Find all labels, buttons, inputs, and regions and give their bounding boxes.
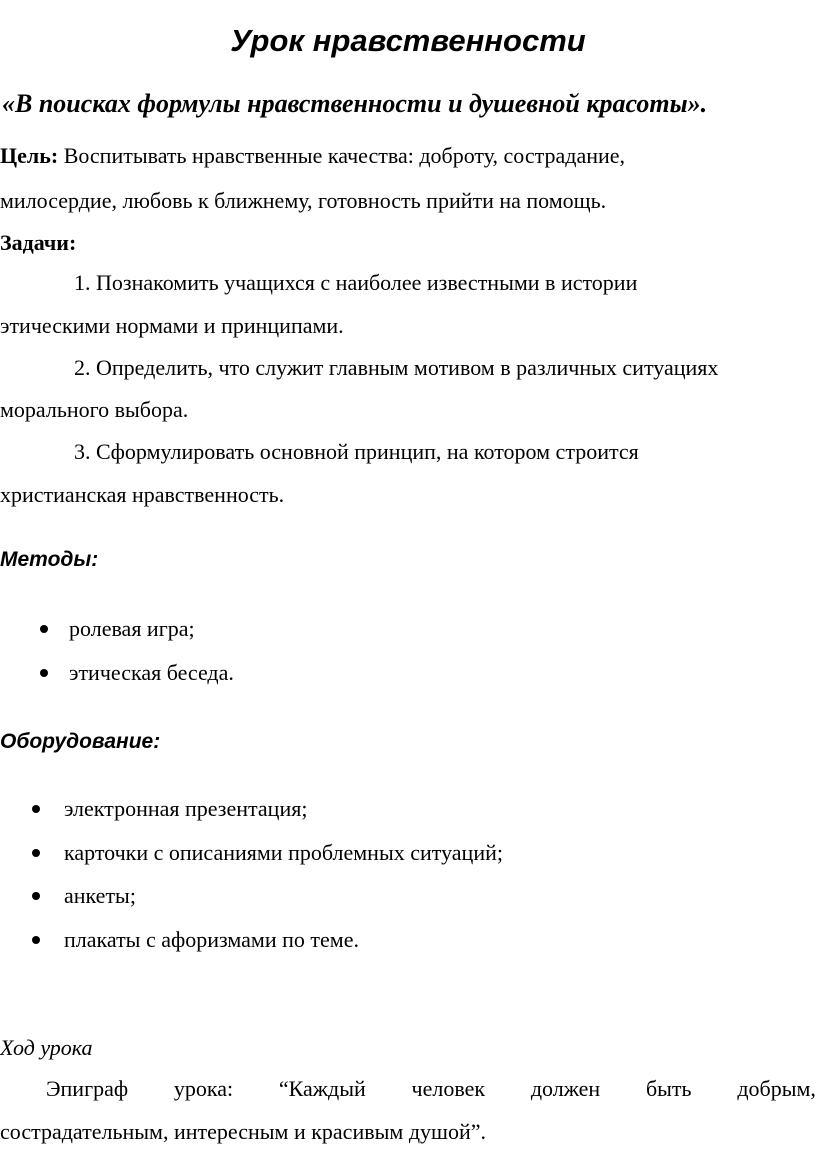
lesson-flow-heading: Ход урока — [0, 1035, 93, 1060]
epigraph-line-1 — [0, 1074, 816, 1104]
goal-label: Цель: — [0, 143, 59, 168]
epigraph-line-2: сострадательным, интересным и красивым душой”. — [0, 1119, 486, 1144]
epigraph-word: человек — [411, 1076, 486, 1101]
task-1-line-1: 1. Познакомить учащихся с наиболее известными в истории — [74, 270, 638, 295]
goal-text-1: Воспитывать нравственные качества: доброту, сострадание, — [58, 143, 626, 168]
task-3-line-1: 3. Сформулировать основной принцип, на котором строится — [74, 439, 639, 464]
epigraph-word: урока: — [173, 1076, 234, 1101]
bullet-icon — [32, 892, 40, 900]
task-1-line-2: этическими нормами и принципами. — [0, 313, 344, 338]
equipment-item-4: плакаты с афоризмами по теме. — [64, 927, 359, 952]
method-item-1: ролевая игра; — [69, 616, 195, 641]
methods-heading: Методы: — [0, 548, 99, 571]
task-2-line-2: морального выбора. — [0, 397, 189, 422]
goal-text-2: милосердие, любовь к ближнему, готовность прийти на помощь. — [0, 188, 607, 213]
page-title: Урок нравственности — [230, 23, 586, 58]
epigraph-word: быть — [645, 1076, 692, 1101]
epigraph-word: добрым, — [737, 1076, 816, 1101]
bullet-icon — [40, 625, 48, 633]
epigraph-word: “Каждый — [278, 1076, 366, 1101]
bullet-icon — [32, 849, 40, 857]
epigraph-word: должен — [530, 1076, 601, 1101]
equipment-item-3: анкеты; — [64, 883, 136, 908]
task-3-line-2: христианская нравственность. — [0, 482, 285, 507]
equipment-item-1: электронная презентация; — [64, 796, 308, 821]
tasks-label: Задачи: — [0, 230, 77, 255]
lesson-subtitle: «В поисках формулы нравственности и душевной красоты». — [2, 89, 708, 118]
goal-line-1 — [0, 141, 625, 171]
bullet-icon — [32, 936, 40, 944]
equipment-heading: Оборудование: — [0, 730, 161, 753]
method-item-2: этическая беседа. — [69, 660, 234, 685]
equipment-item-2: карточки с описаниями проблемных ситуаций; — [64, 840, 503, 865]
bullet-icon — [40, 669, 48, 677]
epigraph-word: Эпиграф — [46, 1076, 129, 1101]
bullet-icon — [32, 805, 40, 813]
task-2-line-1: 2. Определить, что служит главным мотивом в различных ситуациях — [74, 355, 719, 380]
